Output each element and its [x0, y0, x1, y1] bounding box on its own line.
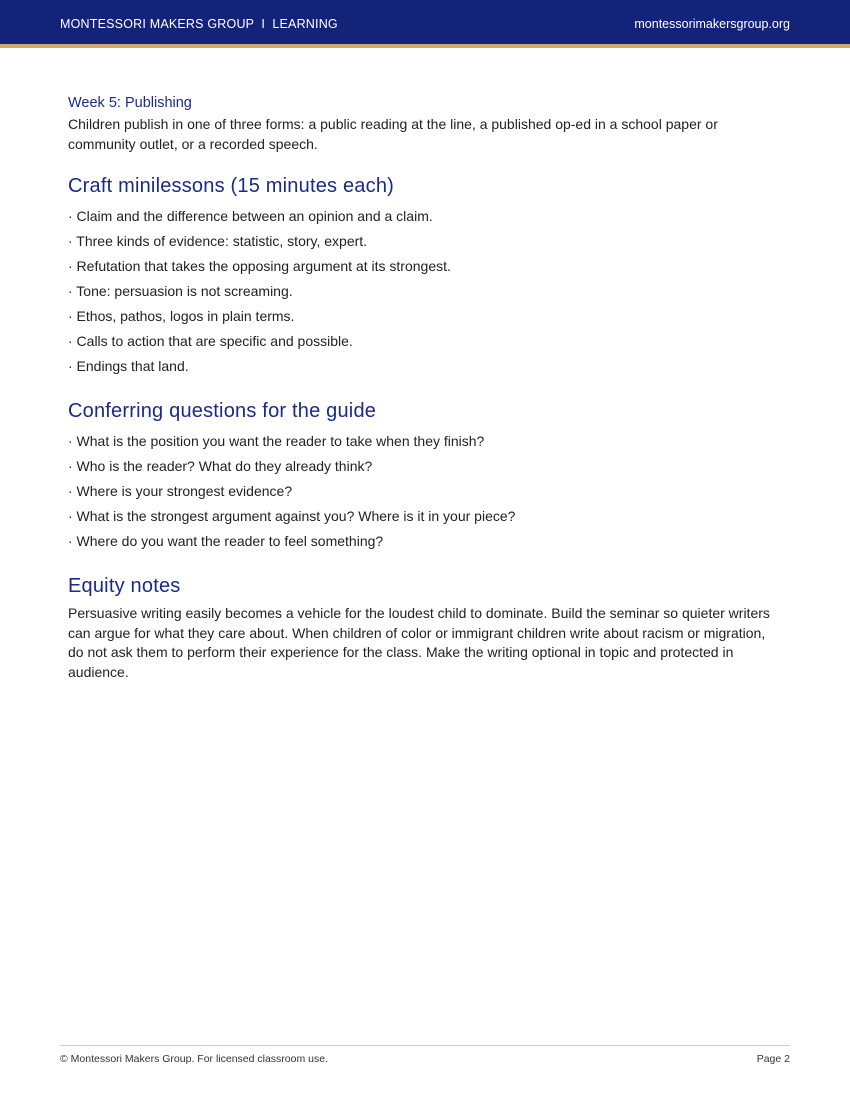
- conferring-heading: Conferring questions for the guide: [68, 400, 377, 422]
- footer-copyright: © Montessori Makers Group. For licensed classroom use.: [60, 1053, 328, 1065]
- header-org-label: MONTESSORI MAKERS GROUP I LEARNING: [60, 17, 338, 31]
- craft-list: [68, 204, 782, 379]
- week5-title: Week 5: Publishing: [68, 95, 192, 111]
- list-item: · Calls to action that are specific and possible.: [68, 333, 353, 349]
- list-item: · Where do you want the reader to feel something?: [68, 533, 384, 549]
- page-number: Page 2: [756, 1053, 790, 1065]
- list-item: · Claim and the difference between an opinion and a claim.: [68, 208, 433, 224]
- page-header-bar: [0, 0, 850, 44]
- week5-text: Children publish in one of three forms: a public reading at the line, a published op-ed in a school paper or community outlet, or a recorded speech.: [68, 116, 718, 152]
- list-item: · Ethos, pathos, logos in plain terms.: [68, 308, 295, 324]
- header-website: montessorimakersgroup.org: [634, 17, 790, 31]
- equity-text: Persuasive writing easily becomes a vehicle for the loudest child to dominate. Build the seminar so quieter writers can argue for what they care about. When children of color or immigrant children write about racism or migration, do not ask them to perform their experience for the class. Make the writing optional in topic and protected in audience.: [68, 605, 770, 680]
- page-content: [68, 94, 782, 682]
- footer-rule: [60, 1045, 790, 1046]
- equity-heading: Equity notes: [68, 575, 181, 597]
- craft-heading: Craft minilessons (15 minutes each): [68, 175, 395, 197]
- header-accent-rule: [0, 44, 850, 48]
- conferring-list: [68, 429, 782, 554]
- list-item: · Who is the reader? What do they already think?: [68, 458, 373, 474]
- list-item: · What is the position you want the reader to take when they finish?: [68, 433, 485, 449]
- list-item: · Tone: persuasion is not screaming.: [68, 283, 293, 299]
- list-item: · Refutation that takes the opposing argument at its strongest.: [68, 258, 451, 274]
- list-item: · Three kinds of evidence: statistic, story, expert.: [68, 233, 368, 249]
- list-item: · What is the strongest argument against you? Where is it in your piece?: [68, 508, 516, 524]
- list-item: · Where is your strongest evidence?: [68, 483, 293, 499]
- list-item: · Endings that land.: [68, 358, 189, 374]
